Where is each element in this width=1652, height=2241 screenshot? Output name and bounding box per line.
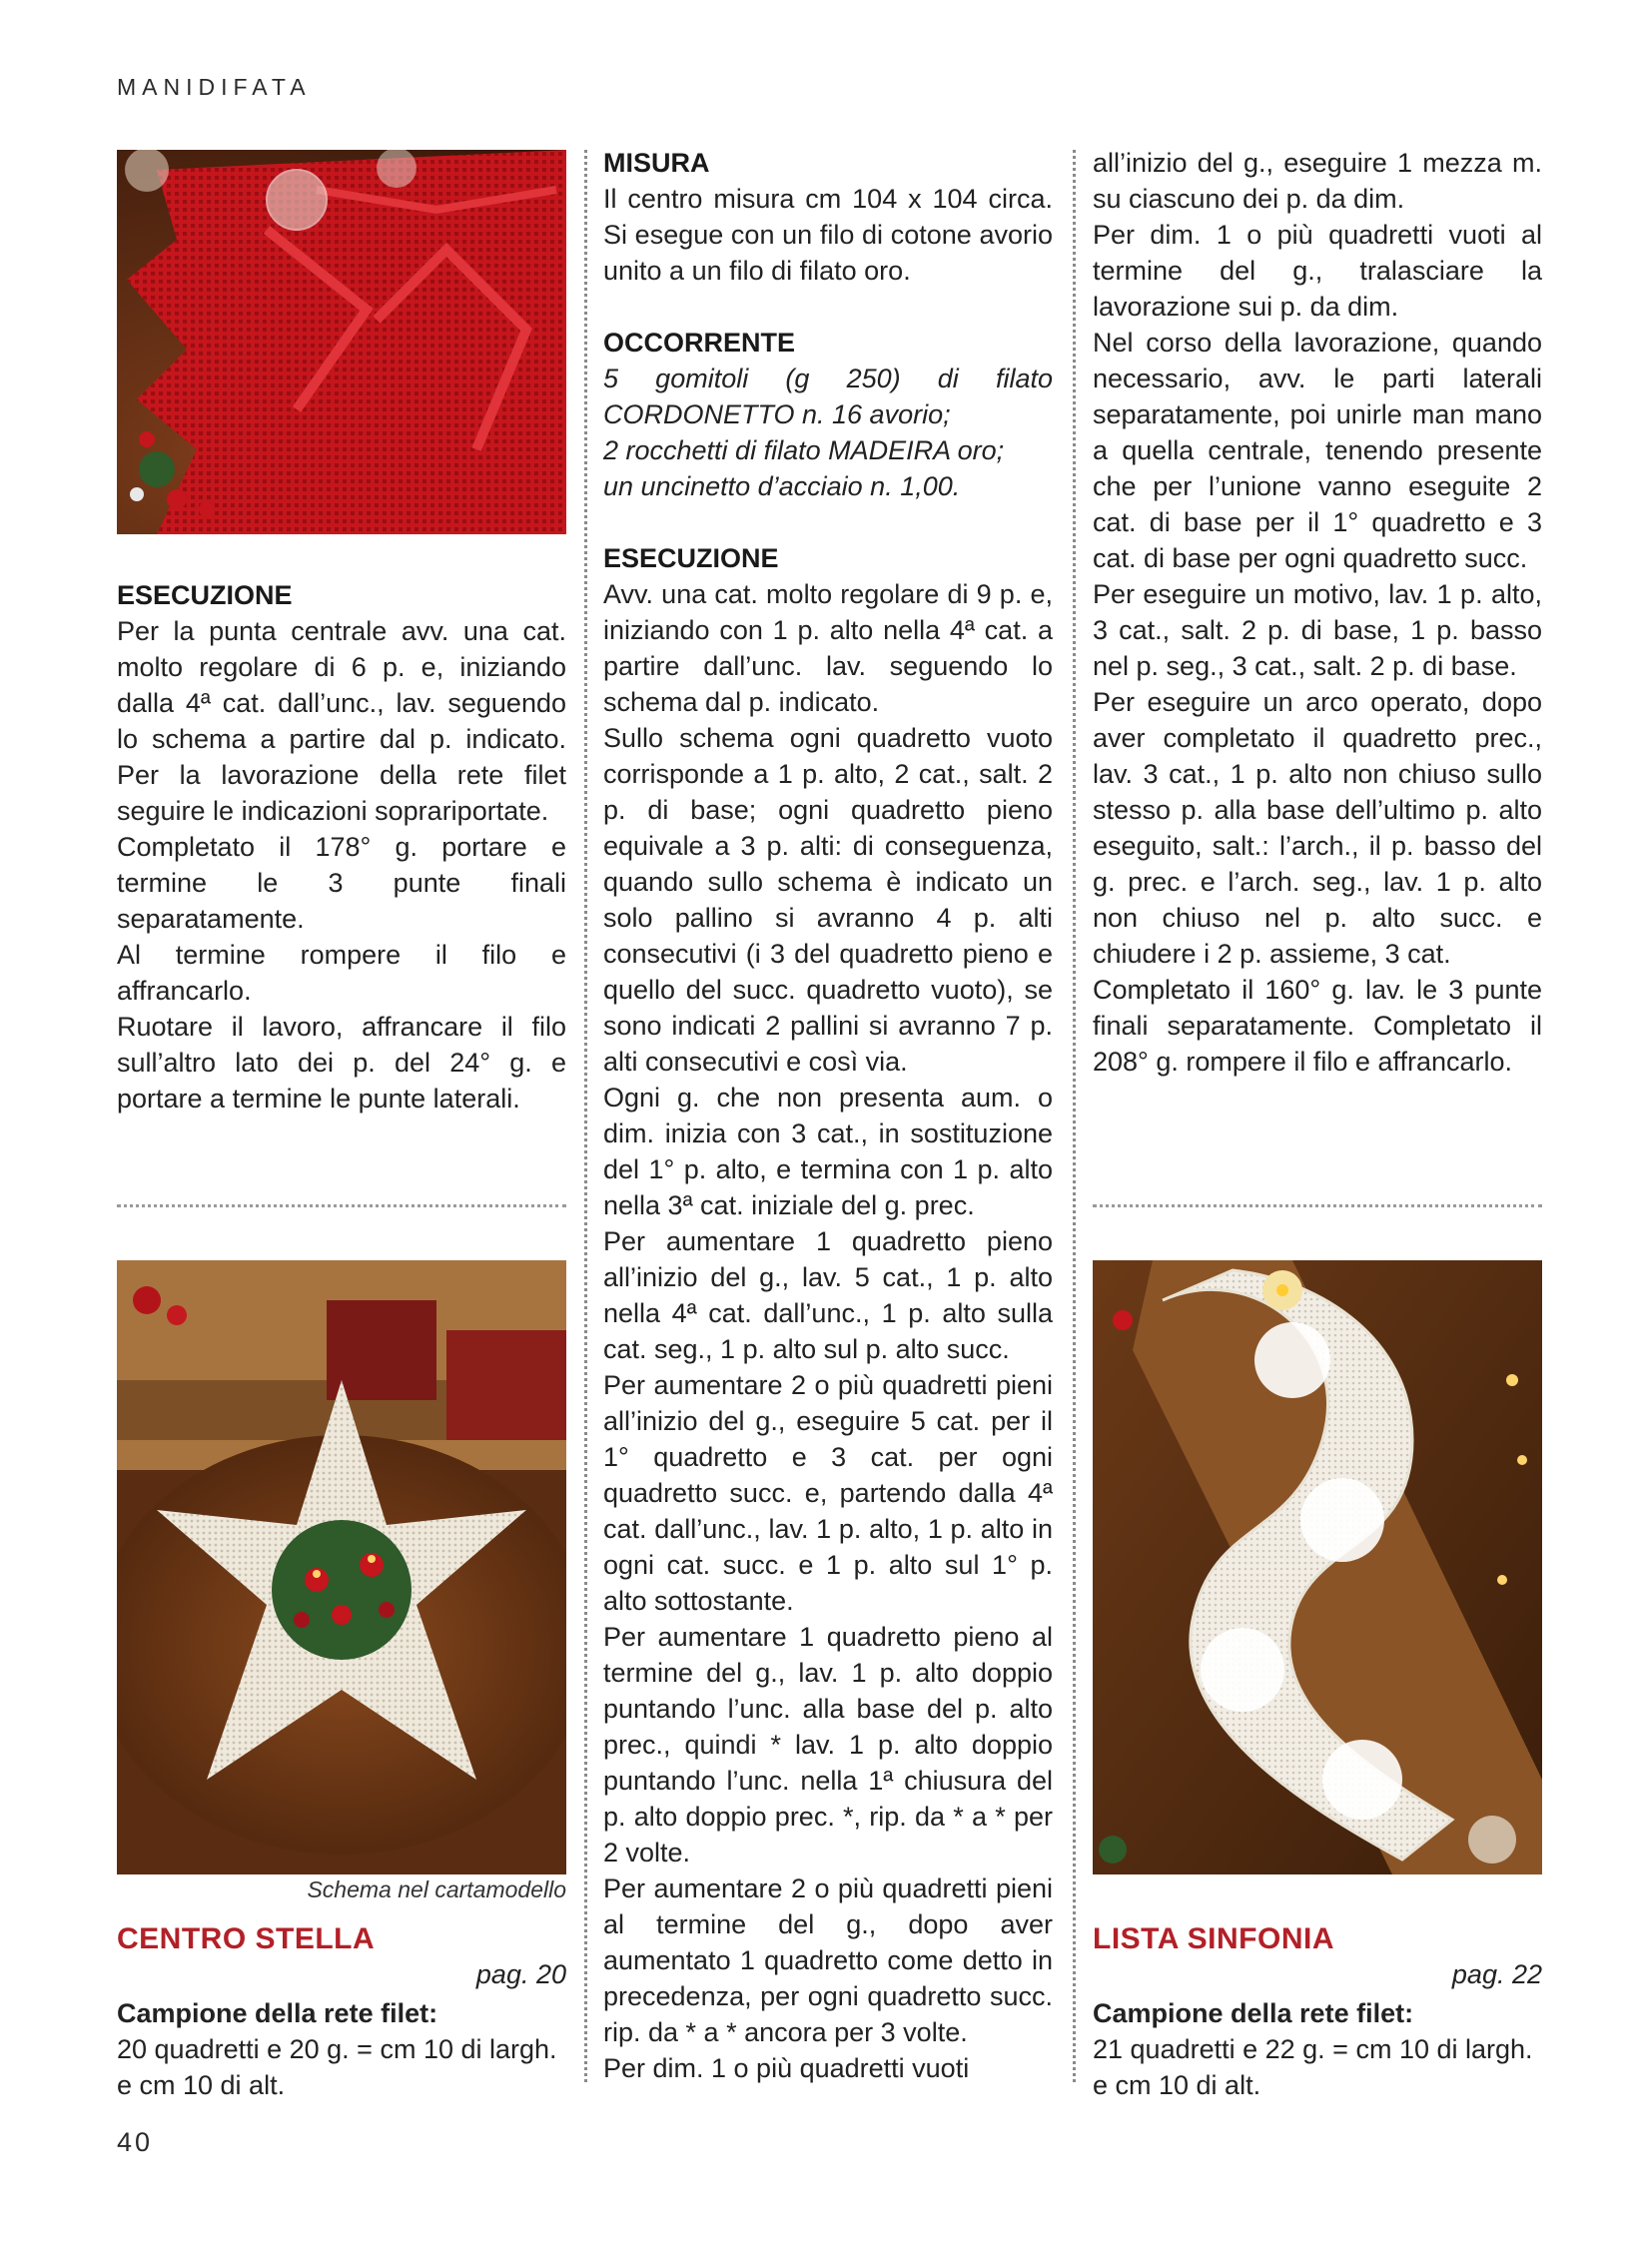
red-star-doily-image (117, 150, 566, 534)
materials-line: un uncinetto d’acciaio n. 1,00. (603, 471, 961, 501)
lista-sinfonia-sample (1093, 1995, 1542, 2103)
sample-text: 21 quadretti e 22 g. = cm 10 di largh. e cm 10 di alt. (1093, 2034, 1533, 2100)
middle-execution-paragraph: Per aumentare 1 quadretto pieno all’inizio del g., lav. 5 cat., 1 p. alto nella 4ª cat. dall’unc., 1 p. alto sulla cat. seg., 1 p. alto sul p. alto succ. (603, 1226, 1053, 1364)
right-execution-paragraph: Per dim. 1 o più quadretti vuoti al termine del g., tralasciare la lavorazione sui p. da dim. (1093, 220, 1542, 322)
lista-sinfonia-image (1093, 1260, 1542, 1874)
size-text: Il centro misura cm 104 x 104 circa. Si esegue con un filo di cotone avorio unito a un filo di filato oro. (603, 184, 1053, 286)
middle-column-text (603, 145, 1053, 2086)
centro-stella-title: CENTRO STELLA (117, 1922, 376, 1955)
centro-stella-image (117, 1260, 566, 1874)
right-execution-paragraph: Nel corso della lavorazione, quando necessario, avv. le parti laterali separatamente, poi unirle man mano a quella centrale, tenendo presente che per l’unione vanno eseguite 2 cat. di base per il 1° quadretto e 3 cat. di base per ogni quadretto succ. (1093, 328, 1542, 573)
middle-execution-paragraph: Ogni g. che non presenta aum. o dim. inizia con 3 cat., in sostituzione del 1° p. alto, e termina con 1 p. alto nella 3ª cat. iniziale del g. prec. (603, 1083, 1053, 1220)
lista-sinfonia-page-ref: pag. 22 (1451, 1959, 1542, 1989)
left-execution-heading: ESECUZIONE (117, 580, 293, 610)
sample-label: Campione della rete filet: (117, 1998, 438, 2028)
sample-label: Campione della rete filet: (1093, 1998, 1414, 2028)
centro-stella-photo (117, 1260, 566, 1874)
page-number: 40 (117, 2127, 154, 2157)
left-execution-block (117, 577, 566, 1117)
spacer (603, 289, 1053, 325)
size-heading: MISURA (603, 148, 710, 178)
middle-execution-paragraph: Per aumentare 2 o più quadretti pieni al termine del g., dopo aver aumentato 1 quadretto come detto in precedenza, per ogni quadretto succ. rip. da * a * ancora per 3 volte. (603, 1873, 1053, 2047)
middle-execution-paragraph: Per dim. 1 o più quadretti vuoti (603, 2053, 970, 2083)
middle-execution-paragraph: Per aumentare 2 o più quadretti pieni all’inizio del g., eseguire 5 cat. per il 1° quadretto e 3 cat. per ogni quadretto succ. e, partendo dalla 4ª cat. dall’unc., lav. 1 p. alto, 1 p. alto in ogni cat. succ. e 1 p. alto sul 1° p. alto sottostante. (603, 1370, 1053, 1616)
centro-stella-page-ref: pag. 20 (475, 1959, 566, 1989)
lista-sinfonia-photo (1093, 1260, 1542, 1874)
middle-execution-paragraph: Sullo schema ogni quadretto vuoto corrisponde a 1 p. alto, 2 cat., salt. 2 p. di base; ogni quadretto pieno equivale a 3 p. alti: di conseguenza, quando sullo schema è indicato un solo pallino si avranno 4 p. alti consecutivi (i 3 del quadretto pieno e quello del succ. quadretto vuoto), se sono indicati 2 pallini si avranno 7 p. alti consecutivi e così via. (603, 723, 1053, 1077)
column-divider-right (1073, 150, 1076, 2082)
left-execution-paragraph: Completato il 178° g. portare e termine le 3 punte finali separatamente. (117, 832, 566, 934)
magazine-brand: MANIDIFATA (117, 74, 312, 100)
lista-sinfonia-title: LISTA SINFONIA (1093, 1922, 1334, 1955)
right-execution-paragraph: Completato il 160° g. lav. le 3 punte finali separatamente. Completato il 208° g. rompere il filo e affrancarlo. (1093, 975, 1542, 1077)
column-divider-left (584, 150, 587, 2082)
materials-heading: OCCORRENTE (603, 328, 796, 358)
left-execution-paragraph: Al termine rompere il filo e affrancarlo. (117, 940, 566, 1006)
middle-execution-paragraph: Per aumentare 1 quadretto pieno al termine del g., lav. 1 p. alto doppio puntando l’unc. alla base del p. alto prec., quindi * lav. 1 p. alto doppio puntando l’unc. nella 1ª chiusura del p. alto doppio prec. *, rip. da * a * per 2 volte. (603, 1622, 1053, 1868)
right-execution-paragraph: Per eseguire un motivo, lav. 1 p. alto, 3 cat., salt. 2 p. di base, 1 p. basso nel p. seg., 3 cat., salt. 2 p. di base. (1093, 579, 1542, 681)
right-execution-paragraph: all’inizio del g., eseguire 1 mezza m. su ciascuno dei p. da dim. (1093, 148, 1542, 214)
left-execution-paragraph: Ruotare il lavoro, affrancare il filo sull’altro lato dei p. del 24° g. e portare a termine le punte laterali. (117, 1012, 566, 1114)
right-section-divider (1093, 1204, 1542, 1207)
right-column-text (1093, 145, 1542, 1080)
left-execution-paragraph: Per la punta centrale avv. una cat. molto regolare di 6 p. e, iniziando dalla 4ª cat. dall’unc., lav. seguendo lo schema a partire dal p. indicato. Per la lavorazione della rete filet seguire le indicazioni soprariportate. (117, 616, 566, 826)
materials-line: 2 rocchetti di filato MADEIRA oro; (603, 435, 1005, 465)
middle-execution-heading: ESECUZIONE (603, 543, 779, 573)
right-execution-paragraph: Per eseguire un arco operato, dopo aver completato il quadretto prec., lav. 3 cat., 1 p. alto non chiuso sullo stesso p. alla base dell’ultimo p. alto eseguito, salt.: l’arch., il p. basso del g. prec. e l’arch. seg., lav. 1 p. alto non chiuso nel p. alto succ. e chiudere i 2 p. assieme, 3 cat. (1093, 687, 1542, 969)
left-section-divider (117, 1204, 566, 1207)
photo-caption: Schema nel cartamodello (307, 1876, 566, 1902)
spacer (603, 504, 1053, 540)
materials-line: 5 gomitoli (g 250) di filato CORDONETTO n. 16 avorio; (603, 364, 1053, 429)
centro-stella-sample (117, 1995, 566, 2103)
middle-execution-paragraph: Avv. una cat. molto regolare di 9 p. e, iniziando con 1 p. alto nella 4ª cat. a partire dall’unc. lav. seguendo lo schema dal p. indicato. (603, 579, 1053, 717)
red-star-doily-photo (117, 150, 566, 534)
sample-text: 20 quadretti e 20 g. = cm 10 di largh. e cm 10 di alt. (117, 2034, 557, 2100)
